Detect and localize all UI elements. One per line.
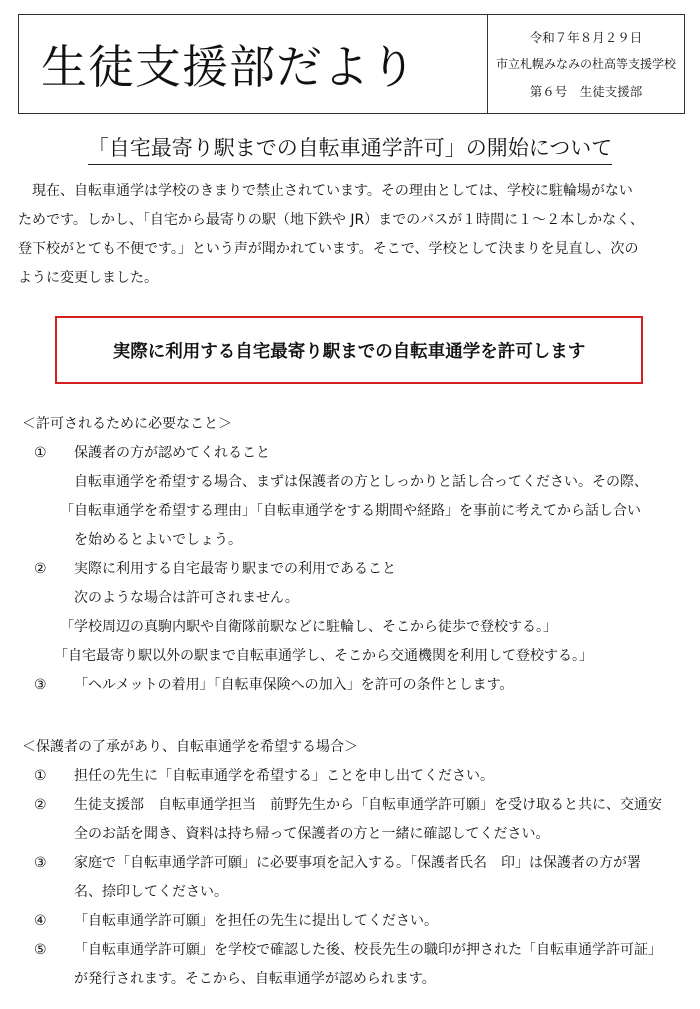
header-meta: [487, 15, 684, 113]
list-item: [18, 671, 688, 700]
item-number: ②: [34, 797, 47, 813]
list-item: [18, 936, 688, 965]
list-item: [18, 555, 688, 584]
item-text: が発行されます。そこから、自転車通学が認められます。: [74, 971, 436, 987]
intro-line: ためです。しかし、「自宅から最寄りの駅（地下鉄や JR）までのバスが１時間に１～２本しかなく、: [18, 212, 644, 228]
list-item: [18, 762, 688, 791]
header-box: [18, 14, 685, 114]
item-quote: 「学校周辺の真駒内駅や自衛隊前駅などに駐輪し、そこから徒歩で登校する。」: [60, 619, 557, 635]
item-title: 「ヘルメットの着用」「自転車保険への加入」を許可の条件とします。: [74, 677, 514, 693]
announcement-text: 実際に利用する自宅最寄り駅までの自転車通学を許可します: [112, 341, 586, 362]
item-number: ③: [34, 677, 47, 693]
item-number: ①: [34, 768, 47, 784]
list-item: [18, 849, 688, 878]
procedure-heading: ＜保護者の了承があり、自転車通学を希望する場合＞: [22, 739, 358, 755]
item-text: 担任の先生に「自転車通学を希望する」ことを申し出てください。: [74, 768, 494, 784]
announcement-box: [55, 316, 643, 384]
intro-line: ように変更しました。: [18, 270, 158, 286]
item-text: 生徒支援部 自転車通学担当 前野先生から「自転車通学許可願」を受け取ると共に、交通安: [74, 797, 662, 813]
item-title: 保護者の方が認めてくれること: [74, 445, 270, 461]
headline-text: 「自宅最寄り駅までの自転車通学許可」の開始について: [88, 132, 613, 165]
item-quote: 「自宅最寄り駅以外の駅まで自転車通学し、そこから交通機関を利用して登校する。」: [54, 648, 593, 664]
issue-number: 第６号 生徒支援部: [529, 84, 643, 100]
item-number: ⑤: [34, 942, 47, 958]
requirements-heading: ＜許可されるために必要なこと＞: [22, 416, 232, 432]
list-item: [18, 907, 688, 936]
item-text: 「自転車通学許可願」を学校で確認した後、校長先生の職印が押された「自転車通学許可証」: [74, 942, 662, 958]
item-text: 家庭で「自転車通学許可願」に必要事項を記入する。「保護者氏名 印」は保護者の方が署: [74, 855, 641, 871]
list-item: [18, 439, 688, 468]
headline: [0, 132, 700, 165]
item-text: 「自転車通学を希望する理由」「自転車通学をする期間や経路」を事前に考えてから話し合い: [60, 503, 641, 519]
item-text: 自転車通学を希望する場合、まずは保護者の方としっかりと話し合ってください。その際、: [74, 474, 648, 490]
item-number: ③: [34, 855, 47, 871]
issue-date: 令和７年８月２９日: [529, 29, 643, 45]
school-name: 市立札幌みなみの杜高等支援学校: [495, 57, 676, 72]
item-number: ④: [34, 913, 47, 929]
list-item: [18, 791, 688, 820]
requirements-section: [18, 410, 688, 700]
item-text: 「自転車通学許可願」を担任の先生に提出してください。: [74, 913, 438, 929]
procedure-section: [18, 733, 688, 994]
intro-line: 現在、自転車通学は学校のきまりで禁止されています。その理由としては、学校に駐輪場がない: [32, 183, 633, 199]
item-number: ①: [34, 445, 47, 461]
item-text: 次のような場合は許可されません。: [74, 590, 299, 606]
intro-line: 登下校がとても不便です。」という声が聞かれています。そこで、学校として決まりを見直し、次の: [18, 241, 639, 257]
item-title: 実際に利用する自宅最寄り駅までの利用であること: [74, 561, 396, 577]
item-number: ②: [34, 561, 47, 577]
item-text: 全のお話を聞き、資料は持ち帰って保護者の方と一緒に確認してください。: [74, 826, 550, 842]
intro-paragraph: [18, 177, 682, 293]
item-text: 名、捺印してください。: [74, 884, 228, 900]
newsletter-title: 生徒支援部だより: [41, 40, 417, 94]
item-text: を始めるとよいでしょう。: [74, 532, 242, 548]
